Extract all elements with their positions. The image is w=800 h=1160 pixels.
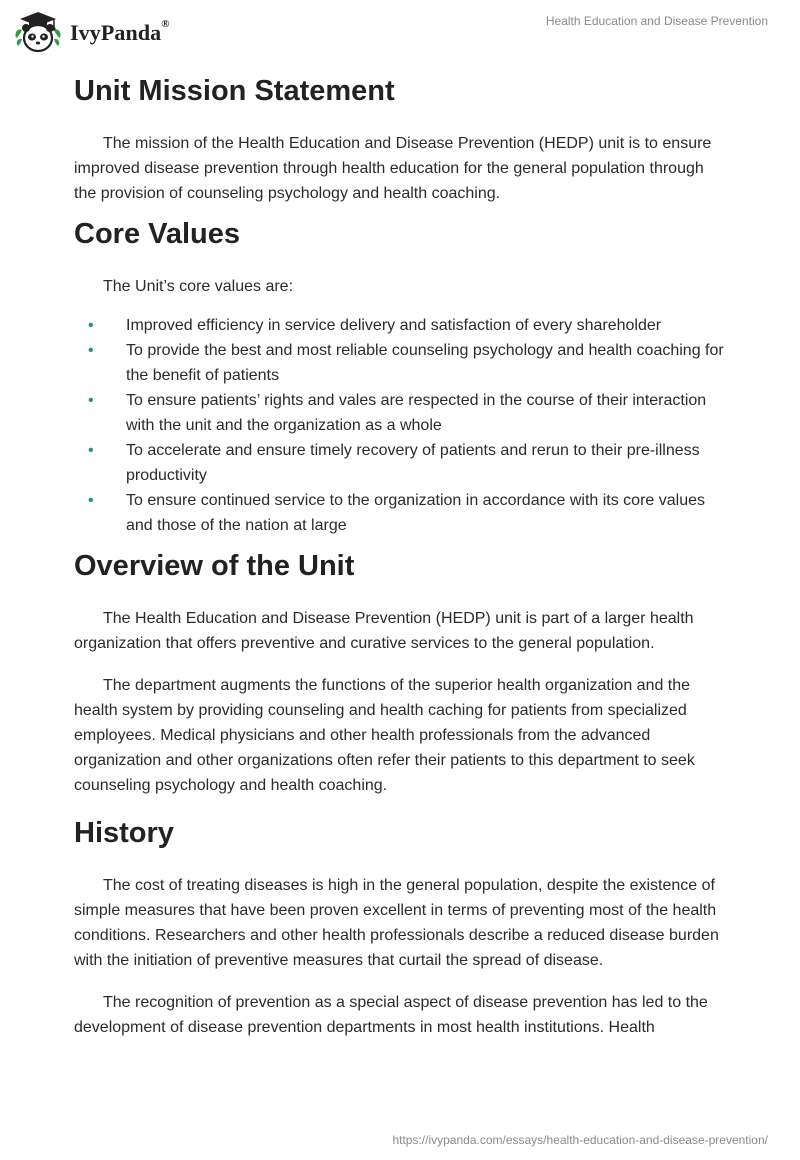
overview-paragraph: The department augments the functions of the superior health organization and the health system by providing counseling and health caching for patients from specialized employees. Medical physicians and other health professionals from the advanced organization and other organizations often refer their patients to this department to seek counseling psychology and health coaching. (74, 677, 695, 794)
core-values-list (74, 313, 724, 538)
ivypanda-logo[interactable] (12, 8, 170, 56)
list-item: • To provide the best and most reliable counseling psychology and health coaching for the benefit of patients (74, 338, 724, 388)
bullet-icon: • (88, 392, 94, 409)
core-values-heading: Core Values (74, 218, 241, 250)
list-item: • To ensure continued service to the organization in accordance with its core values and those of the nation at large (74, 488, 724, 538)
brand-name: IvyPanda® (70, 18, 170, 45)
bullet-icon: • (88, 317, 94, 334)
history-paragraph: The cost of treating diseases is high in the general population, despite the existence of simple measures that have been proven excellent in terms of preventing most of the health conditions. Researchers and other health professionals describe a reduced disease burden with the initiation of preventive measures that curtail the spread of disease. (74, 877, 719, 969)
document-title: Health Education and Disease Prevention (545, 14, 768, 28)
history-paragraph: The recognition of prevention as a special aspect of disease prevention has led to the development of disease prevention departments in most health institutions. Health (74, 994, 708, 1036)
bullet-icon: • (88, 442, 94, 459)
history-heading: History (74, 817, 174, 849)
page-header (0, 0, 800, 60)
source-url-link[interactable]: https://ivypanda.com/essays/health-education-and-disease-prevention/ (392, 1133, 768, 1147)
overview-heading: Overview of the Unit (74, 550, 355, 582)
mission-paragraph: The mission of the Health Education and Disease Prevention (HEDP) unit is to ensure improved disease prevention through health education for the general population through the provision of counseling psychology and health coaching. (74, 135, 712, 202)
list-item: • To accelerate and ensure timely recovery of patients and rerun to their pre-illness productivity (74, 438, 724, 488)
overview-paragraph: The Health Education and Disease Prevention (HEDP) unit is part of a larger health organization that offers preventive and curative services to the general population. (74, 610, 694, 652)
essay-content (74, 72, 724, 1040)
core-values-intro: The Unit’s core values are: (103, 278, 294, 295)
list-item: • To ensure patients’ rights and vales are respected in the course of their interaction with the unit and the organization as a whole (74, 388, 724, 438)
bullet-icon: • (88, 492, 94, 509)
bullet-icon: • (88, 342, 94, 359)
mission-heading: Unit Mission Statement (74, 75, 395, 107)
registered-mark: ® (161, 18, 170, 30)
panda-graduation-icon (12, 8, 64, 56)
list-item: • Improved efficiency in service delivery and satisfaction of every shareholder (74, 313, 724, 338)
